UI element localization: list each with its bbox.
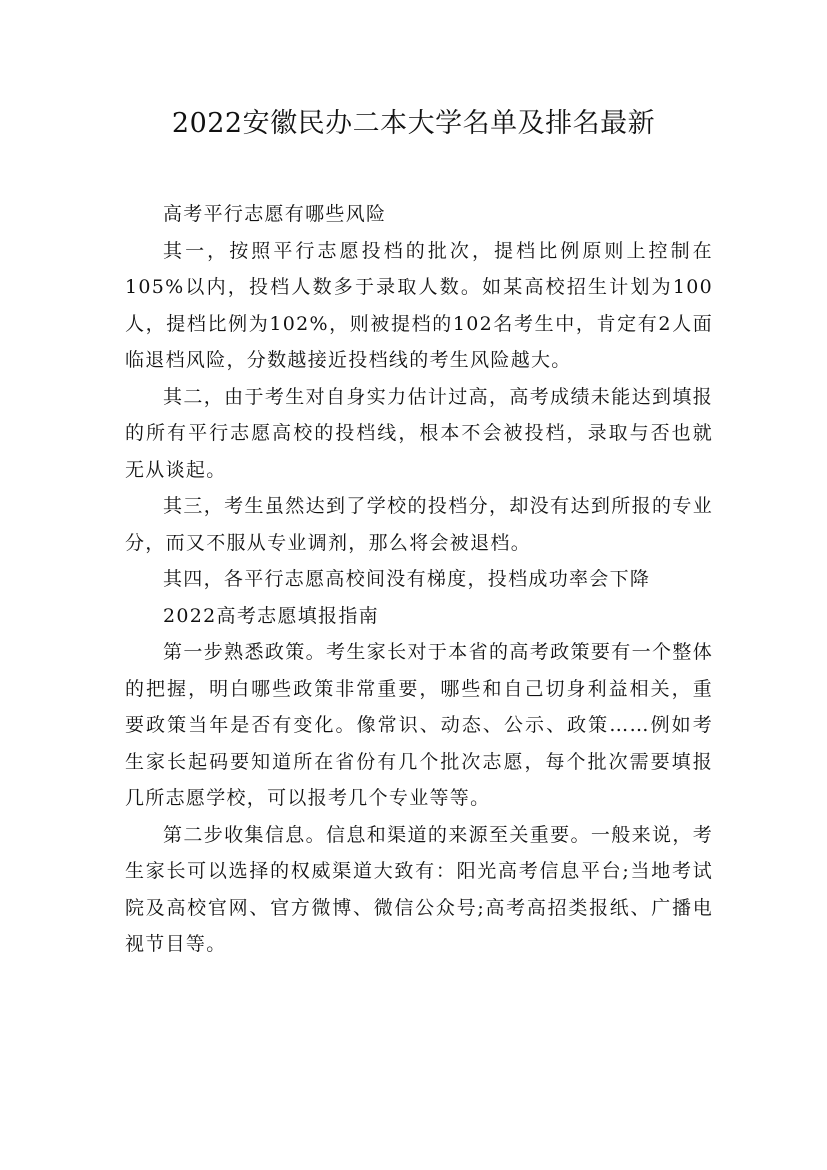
section-heading-risks: 高考平行志愿有哪些风险: [163, 203, 387, 225]
paragraph-risk-two: 其二，由于考生对自身实力估计过高，高考成绩未能达到填报的所有平行志愿高校的投档线，根本不会被投档，录取与否也就无从谈起。: [125, 385, 713, 481]
section-heading-guide: 2022高考志愿填报指南: [163, 604, 379, 627]
paragraph-step-two: 第二步收集信息。信息和渠道的来源至关重要。一般来说，考生家长可以选择的权威渠道大致有：阳光高考信息平台;当地考试院及高校官网、官方微博、微信公众号;高考高招类报纸、广播电视节目等。: [125, 823, 713, 955]
paragraph-step-one: 第一步熟悉政策。考生家长对于本省的高考政策要有一个整体的把握，明白哪些政策非常重要，哪些和自己切身利益相关，重要政策当年是否有变化。像常识、动态、公示、政策……例如考生家长起码要知道所在省份有几个批次志愿，每个批次需要填报几所志愿学校，可以报考几个专业等等。: [125, 641, 713, 809]
document-body: [125, 196, 713, 963]
paragraph-risk-one: 其一，按照平行志愿投档的批次，提档比例原则上控制在105%以内，投档人数多于录取人数。如某高校招生计划为100人，提档比例为102%，则被提档的102名考生中，肯定有2人面临退档风险，分数越接近投档线的考生风险越大。: [125, 239, 713, 371]
document-title: 2022安徽民办二本大学名单及排名最新: [171, 108, 656, 139]
paragraph-risk-three: 其三，考生虽然达到了学校的投档分，却没有达到所报的专业分，而又不服从专业调剂，那么将会被退档。: [125, 495, 713, 554]
paragraph-risk-four: 其四，各平行志愿高校间没有梯度，投档成功率会下降: [163, 568, 651, 590]
